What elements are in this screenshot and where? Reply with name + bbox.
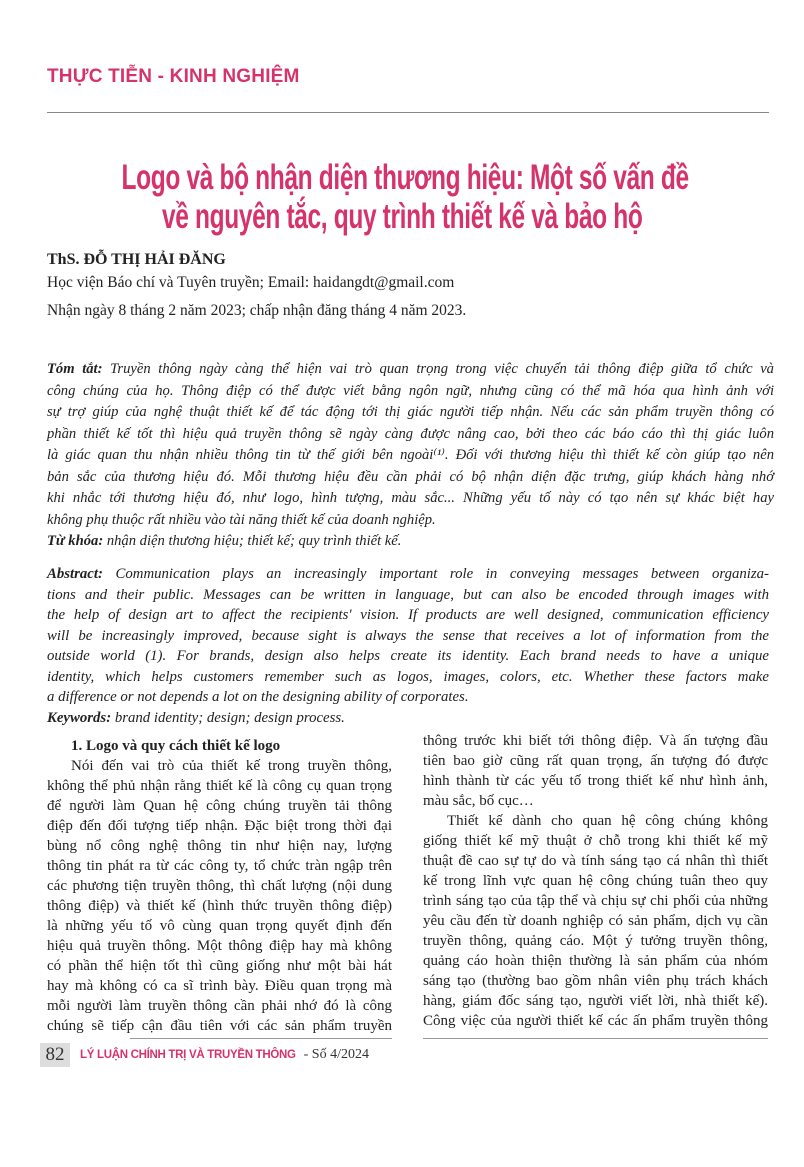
body-line: tiên bao giờ cũng rất quan trọng, ấn tượng đó được (423, 753, 768, 769)
abstract-text: a difference or not depends a lot on the designing ability of corporates. (47, 689, 469, 705)
body-line: điệp đến đối tượng tiếp nhận. Đặc biệt trong thời đại (47, 818, 392, 834)
abstract-line (47, 402, 774, 424)
section-header: THỰC TIỄN - KINH NGHIỆM (47, 66, 300, 87)
body-line: để người làm Quan hệ công chúng truyền tải thông (47, 798, 392, 814)
abstract-english (47, 564, 769, 728)
footer-divider (423, 1038, 768, 1039)
body-line: hiệu quả truyền thông. Một thông điệp hay mà không (47, 938, 392, 954)
abstract-line (47, 564, 769, 585)
body-line: trình sáng tạo của tập thể và chịu sự chi phối của những (423, 893, 768, 909)
article-title-line-1 (0, 160, 804, 198)
abstract-line (47, 687, 769, 708)
abstract-line (47, 510, 774, 532)
abstract-text: là giác quan thu nhận nhiều thông tin từ thế giới bên ngoài⁽¹⁾. Đối với thương hiệu thì thiết kế còn giúp tạo nên (47, 447, 774, 463)
body-line: yêu cầu đến từ doanh nghiệp có sản phẩm, dịch vụ cần (423, 913, 768, 929)
abstract-text: tions and their public. Messages can be written in language, but can also be encoded through images with (47, 586, 769, 603)
keywords-line (47, 708, 769, 729)
body-line: Thiết kế dành cho quan hệ công chúng không (447, 813, 768, 829)
author-affiliation: Học viện Báo chí và Tuyên truyền; Email: haidangdt@gmail.com (47, 274, 455, 291)
body-line: mỗi người làm truyền thông cần phải nhớ đó là công (47, 998, 392, 1014)
body-line: truyền thông, quảng cáo. Một ý tưởng truyền thông, (423, 933, 768, 949)
body-line: thông tin phát ra từ các công ty, tổ chức tràn ngập trên (47, 858, 392, 874)
body-line: hay mà không có ca sĩ trình bày. Điều quan trọng mà (47, 978, 392, 994)
body-line: thuật đề cao sự tự do và tính sáng tạo cá nhân thì thiết (423, 853, 768, 869)
body-line: là những yếu tố vô cùng quan trọng quyết định đến (47, 918, 392, 934)
abstract-text: will be increasingly improved, because sight is always the sense that receives a lot of information from the (47, 627, 769, 644)
issue-number: - Số 4/2024 (303, 1047, 369, 1062)
article-title-text: về nguyên tắc, quy trình thiết kế và bảo hộ (161, 197, 643, 236)
body-line: không thể phủ nhận rằng thiết kế là công cụ quan trọng (47, 778, 392, 794)
abstract-text: bản sắc của thương hiệu đó. Mỗi thương hiệu đều cần phải có bộ nhận diện đặc trưng, giúp khách hàng nhớ (47, 468, 774, 485)
body-line: hàng, giám đốc sáng tạo, người viết lời, nhà thiết kế). (423, 993, 768, 1009)
body-line: thông trước khi biết tới thông điệp. Và ấn tượng đầu (423, 733, 768, 749)
body-line: Nói đến vai trò của thiết kế trong truyền thông, (71, 758, 392, 774)
footer-divider (130, 1038, 392, 1039)
body-line: có phần thể hiện tốt thì cũng giống như một bài hát (47, 958, 392, 974)
section-heading: 1. Logo và quy cách thiết kế logo (71, 738, 281, 754)
abstract-line (47, 626, 769, 647)
abstract-text: không phụ thuộc rất nhiều vào tài năng thiết kế của doanh nghiệp. (47, 511, 436, 528)
abstract-line (47, 381, 774, 403)
body-line: hình thành từ các yếu tố trong thiết kế như hình ảnh, (423, 773, 768, 789)
header-divider (47, 112, 769, 113)
body-line: kế trong lĩnh vực quan hệ công chúng tuân theo quy (423, 873, 768, 889)
page-number: 82 (40, 1043, 70, 1067)
abstract-line (47, 445, 774, 467)
keywords-text: brand identity; design; design process. (111, 709, 345, 726)
body-line: giống thiết kế mỹ thuật ở chỗ trong khi thiết kế mỹ (423, 833, 768, 849)
abstract-line (47, 488, 774, 510)
article-title-text: Logo và bộ nhận diện thương hiệu: Một số vấn đề (121, 158, 689, 197)
body-line: sáng tạo (thường bao gồm nhân viên phụ trách khách (423, 973, 768, 989)
keywords-label: Keywords: (47, 709, 112, 726)
abstract-label: Abstract: (47, 566, 103, 582)
abstract-line (47, 467, 774, 489)
abstract-line (47, 424, 774, 446)
abstract-text: outside world (1). For brands, design also helps create its identity. Each brand needs to have a unique (47, 648, 769, 664)
abstract-text: the help of design art to affect the recipients' vision. If products are well designed, communication efficiency (47, 607, 769, 623)
abstract-line (47, 667, 769, 688)
body-column-right (423, 731, 768, 1031)
body-line: bùng nổ công nghệ thông tin như hiện nay, lượng (47, 838, 392, 854)
abstract-line (47, 359, 774, 381)
keywords-line (47, 531, 774, 553)
abstract-line (47, 605, 769, 626)
page-footer (40, 1043, 369, 1067)
abstract-line (47, 585, 769, 606)
abstract-text: identity, which helps customers remember such as logos, images, colors, etc. Whether these factors make (47, 668, 769, 685)
abstract-text: khi nhắc tới thương hiệu đó, như logo, hình tượng, màu sắc... Những yếu tố này có tạo nên sự khác biệt hay (47, 490, 774, 506)
author-name: ThS. ĐỖ THỊ HẢI ĐĂNG (47, 251, 226, 268)
body-line: chúng sẽ tiếp cận đầu tiên với các sản phẩm truyền (47, 1018, 392, 1034)
body-line: quảng cáo hoàn thiện thường là sản phẩm của nhóm (423, 953, 768, 969)
body-line: màu sắc, bố cục… (423, 793, 534, 809)
body-column-left (47, 736, 392, 1036)
journal-name: LÝ LUẬN CHÍNH TRỊ VÀ TRUYỀN THÔNG (80, 1049, 296, 1061)
received-date: Nhận ngày 8 tháng 2 năm 2023; chấp nhận đăng tháng 4 năm 2023. (47, 302, 467, 319)
article-title-line-2 (0, 199, 804, 237)
body-line: thông điệp) và thiết kế (hình thức truyền thông điệp) (47, 898, 392, 914)
abstract-text: Communication plays an increasingly important role in conveying messages between organiza- (102, 566, 769, 582)
abstract-text: sự trợ giúp của nghệ thuật thiết kế để tác động tới thị giác người tiếp nhận. Nếu các sản phẩm truyền thông có (47, 404, 774, 420)
body-line: các phương tiện truyền thông, thì chất lượng (nội dung (47, 878, 392, 894)
abstract-label: Tóm tắt: (47, 361, 103, 377)
abstract-vietnamese (47, 359, 774, 553)
abstract-text: phần thiết kế tốt thì hiệu quả truyền thông sẽ ngày càng được nâng cao, bởi theo các báo cáo thì thị giác luôn (47, 425, 774, 442)
abstract-line (47, 646, 769, 667)
keywords-text: nhận diện thương hiệu; thiết kế; quy trình thiết kế. (103, 533, 402, 549)
keywords-label: Từ khóa: (47, 533, 104, 549)
abstract-text: Truyền thông ngày càng thể hiện vai trò quan trọng trong việc chuyển tải thông điệp giữa tổ chức và (102, 361, 774, 377)
body-line: Công việc của người thiết kế các ấn phẩm truyền thông (423, 1013, 768, 1029)
abstract-text: công chúng của họ. Thông điệp có thể được viết bằng ngôn ngữ, nhưng cũng có thể mã hóa qua hình ảnh với (47, 382, 774, 399)
